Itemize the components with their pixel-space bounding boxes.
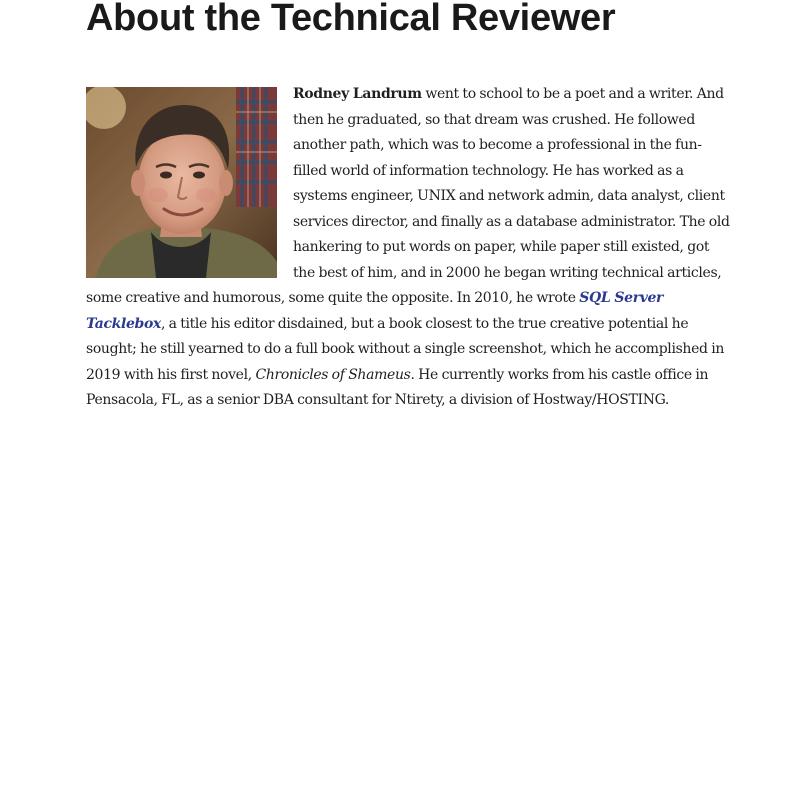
bio-text-part-2: , a title his editor disdained, but a book closest to the true creative potential he sought; he still yearned to do a full book without a single screenshot, which he accomplished in 2019 with his first novel, [86, 315, 725, 383]
reviewer-name: Rodney Landrum [293, 86, 422, 102]
reviewer-photo [86, 87, 277, 278]
novel-title: Chronicles of Shameus [255, 366, 411, 383]
bio-text-part-3: . He currently works from his castle office in Pensacola, FL, as a senior DBA consultant for Ntirety, a division of Hostway/HOSTING. [86, 366, 709, 408]
bio-text-part-1: went to school to be a poet and a writer. And then he graduated, so that dream was crushed. He followed another path, which was to become a professional in the fun-filled world of information technology. He has worked as a systems engineer, UNIX and network admin, data analyst, client services director, and finally as a database administrator. The old hankering to put words on paper, while paper still existed, got the best of him, and in 2000 he began writing technical articles, some creative and humorous, some quite the opposite. In 2010, he wrote [86, 86, 730, 306]
reviewer-bio [86, 82, 734, 414]
book-title-link[interactable]: SQL Server Tacklebox [86, 290, 664, 332]
page-title: About the Technical Reviewer [86, 0, 616, 39]
